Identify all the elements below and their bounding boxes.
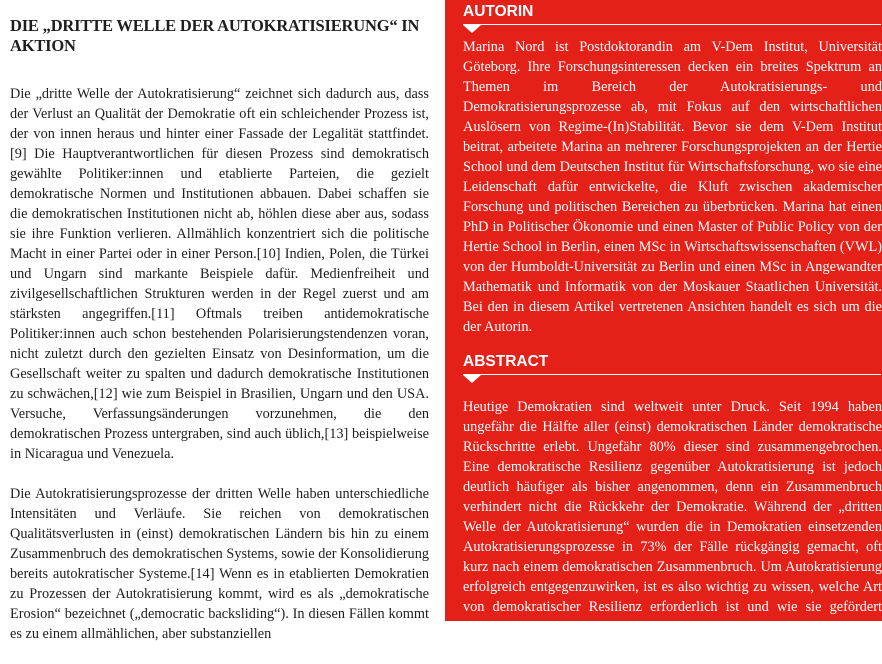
abstract-heading: ABSTRACT (463, 353, 549, 370)
triangle-down-icon (463, 375, 481, 383)
main-column (10, 16, 429, 664)
author-heading: AUTORIN (463, 3, 534, 20)
sidebar-content (463, 0, 882, 637)
body-paragraph-2: Die Autokratisierungsprozesse der dritten Welle haben unterschiedliche Intensitäten und Verläufe. Sie reichen von demokratischen Qualitätsverlusten in (einst) demokratischen Ländern bis hin zu einem Zusammenbruch des demokratischen Systems, sowie der Konsolidierung bereits autokratischer Systeme.[14] Wenn es in etablierten Demokratien zu Prozessen der Autokratisierung kommt, wird es als „demokratische Erosion“ bezeichnet („democratic backsliding“). In diesen Fällen kommt es zu einem allmählichen, aber substanziellen (10, 486, 429, 642)
body-paragraph-1: Die „dritte Welle der Autokratisierung“ zeichnet sich dadurch aus, dass der Verlust an Qualität der Demokratie oft ein schleichender Prozess ist, der von innen heraus und hinter einer Fassade der Legalität stattfindet.[9] Die Hauptverantwortlichen für diesen Prozess sind demokratisch gewählte Politiker:innen und etablierte Parteien, die gezielt demokratische Normen und Institutionen abbauen. Dabei schaffen sie die demokratischen Institutionen nicht ab, höhlen diese aber aus, sodass sie ihre Funktion verlieren. Allmählich konzentriert sich die politische Macht in einer Partei oder in einer Person.[10] Indien, Polen, die Türkei und Ungarn sind markante Beispiele dafür. Medienfreiheit und zivilgesellschaftlichen Strukturen werden in der Regel zuerst und am stärksten angegriffen.[11] Oftmals treiben antidemokratische Politiker:innen auch schon bestehenden Polarisierungstendenzen voran, nicht zuletzt durch den gezielten Einsatz von Desinformation, um die Gesellschaft weiter zu spalten und dadurch demokratische Institutionen zu schwächen,[12] wie zum Beispiel in Brasilien, Ungarn und den USA. Versuche, Verfassungsänderungen vorzunehmen, die den demokratischen Prozess untergraben, sind auch üblich,[13] beispielweise in Nicaragua und Venezuela. (10, 86, 429, 462)
abstract-text: Heutige Demokratien sind weltweit unter Druck. Seit 1994 haben ungefähr die Hälfte aller (einst) demokratischen Länder demokratische Rückschritte erlebt. Ungefähr 80% dieser sind zusammengebrochen. Eine demokratische Resilienz gegenüber Autokratisierung ist jedoch deutlich häufiger als bisher angenommen, denn ein Zusammenbruch verhindert nicht die Rückkehr der Demokratie. Während der „dritten Welle der Autokratisierung“ wurden die in Demokratien einsetzenden Autokratisierungsprozesse in 73% der Fälle rückgängig gemacht, oft kurz nach einem demokratischen Zusammenbruch. Um Autokratisierung erfolgreich entgegenzuwirken, ist es also wichtig zu wissen, welche Art von demokratischer Resilienz erforderlich ist und wie sie gefördert werden kann (463, 399, 882, 635)
section-heading: DIE „DRITTE WELLE DER AUTOKRATISIERUNG“ IN AKTION (10, 16, 420, 55)
triangle-down-icon (463, 25, 481, 33)
author-bio: Marina Nord ist Postdoktorandin am V-Dem Institut, Universität Göteborg. Ihre Forschungsinteressen decken ein breites Spektrum an Themen im Bereich der Autokratisierungs- und Demokratisierungsprozesse ab, mit Fokus auf den wirtschaftlichen Auslösern von Regime-(In)Stabilität. Bevor sie dem V-Dem Institut beitrat, arbeitete Marina an mehrerer Forschungsprojekten an der Hertie School und dem Deutschen Institut für Wirtschaftsforschung, wo sie eine Leidenschaft dafür entwickelte, die Kluft zwischen akademischer Forschung und politischen Bereichen zu überbrücken. Marina hat einen PhD in Politischer Ökonomie und einen Master of Public Policy von der Hertie School in Berlin, einen MSc in Wirtschaftswissenschaften (VWL) von der Humboldt-Universität zu Berlin und einen MSc in Angewandter Mathematik und Informatik von der Moskauer Staatlichen Universität. Bei den in diesem Artikel vertretenen Ansichten handelt es sich um die der Autorin. (463, 39, 882, 335)
author-divider (463, 24, 881, 25)
sidebar-panel (445, 0, 882, 635)
abstract-divider (463, 374, 881, 375)
